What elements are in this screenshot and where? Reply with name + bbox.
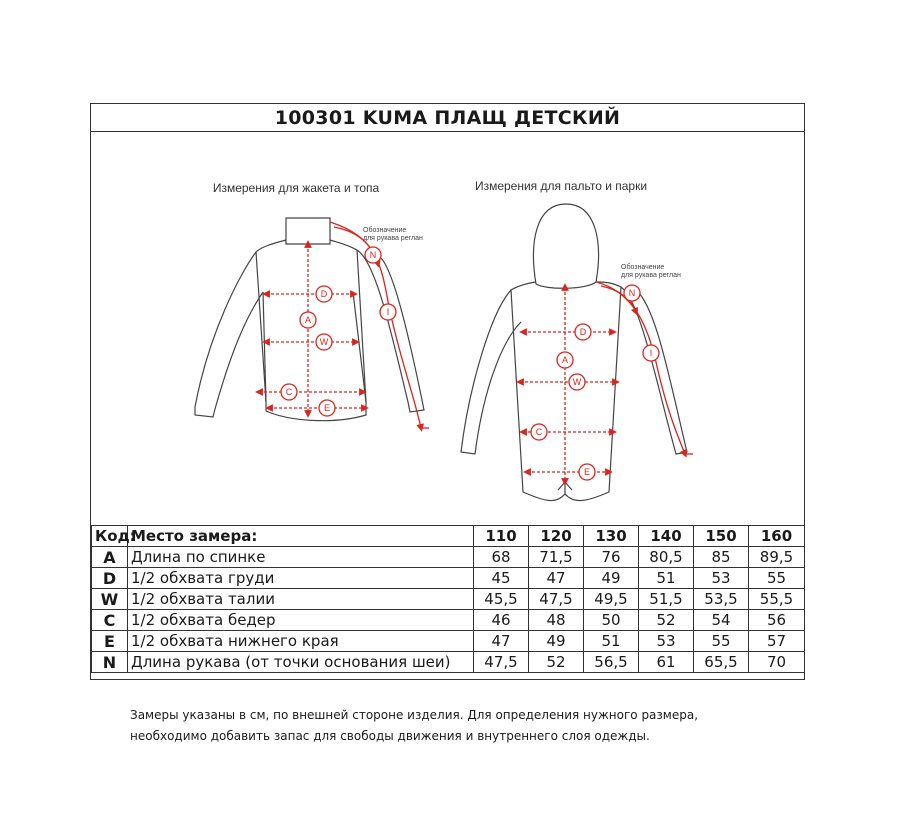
- row-value: 65,5: [694, 652, 749, 673]
- row-value: 48: [529, 610, 584, 631]
- table-row: [92, 610, 805, 631]
- coat-marker-i: I: [649, 348, 653, 358]
- size-header: 110: [474, 526, 529, 547]
- row-value: 51: [639, 568, 694, 589]
- table-row: [92, 652, 805, 673]
- row-value: 47,5: [474, 652, 529, 673]
- table-row: [92, 631, 805, 652]
- jacket-raglan-note-1: Обозначение: [363, 227, 407, 234]
- row-value: 47: [474, 631, 529, 652]
- marker-d: D: [320, 289, 328, 299]
- coat-raglan-note-1: Обозначение: [621, 264, 665, 271]
- size-table: [91, 525, 805, 673]
- row-value: 47: [529, 568, 584, 589]
- row-value: 52: [639, 610, 694, 631]
- row-value: 53: [694, 568, 749, 589]
- row-value: 51: [584, 631, 639, 652]
- note-line-1: Замеры указаны в см, по внешней стороне изделия. Для определения нужного размера,: [130, 708, 699, 722]
- row-value: 70: [749, 652, 805, 673]
- row-code: W: [92, 589, 128, 610]
- row-code: A: [92, 547, 128, 568]
- coat-marker-c: C: [535, 427, 543, 437]
- row-value: 80,5: [639, 547, 694, 568]
- size-header: 130: [584, 526, 639, 547]
- row-value: 47,5: [529, 589, 584, 610]
- page-title: 100301 KUMA ПЛАЩ ДЕТСКИЙ: [91, 104, 804, 132]
- row-code: C: [92, 610, 128, 631]
- row-value: 61: [639, 652, 694, 673]
- table-row: [92, 589, 805, 610]
- row-value: 76: [584, 547, 639, 568]
- diagrams-svg: [91, 132, 804, 525]
- note-line-2: необходимо добавить запас для свободы движения и внутреннего слоя одежды.: [130, 729, 650, 743]
- place-header: Место замера:: [128, 526, 474, 547]
- row-value: 57: [749, 631, 805, 652]
- table-header-row: [92, 526, 805, 547]
- coat-marker-w: W: [572, 377, 582, 387]
- row-value: 85: [694, 547, 749, 568]
- marker-a: A: [304, 315, 312, 325]
- row-place: 1/2 обхвата бедер: [128, 610, 474, 631]
- table-row: [92, 568, 805, 589]
- marker-w: W: [319, 337, 329, 347]
- row-code: N: [92, 652, 128, 673]
- row-value: 50: [584, 610, 639, 631]
- row-place: Длина рукава (от точки основания шеи): [128, 652, 474, 673]
- row-value: 56: [749, 610, 805, 631]
- coat-marker-n: N: [628, 288, 636, 298]
- row-value: 53,5: [694, 589, 749, 610]
- marker-c: C: [285, 387, 293, 397]
- marker-i: I: [386, 307, 390, 317]
- row-value: 45,5: [474, 589, 529, 610]
- size-header: 150: [694, 526, 749, 547]
- row-value: 45: [474, 568, 529, 589]
- row-place: Длина по спинке: [128, 547, 474, 568]
- size-header: 140: [639, 526, 694, 547]
- code-header: Код:: [92, 526, 128, 547]
- row-value: 52: [529, 652, 584, 673]
- measurement-diagrams: [91, 132, 804, 525]
- coat-marker-e: E: [583, 467, 591, 477]
- row-place: 1/2 обхвата нижнего края: [128, 631, 474, 652]
- coat-marker-a: A: [561, 355, 569, 365]
- coat-raglan-note-2: для рукава реглан: [621, 272, 681, 279]
- row-value: 49: [584, 568, 639, 589]
- table-row: [92, 547, 805, 568]
- row-value: 46: [474, 610, 529, 631]
- row-value: 55: [749, 568, 805, 589]
- measurement-note: [130, 705, 750, 747]
- size-header: 160: [749, 526, 805, 547]
- row-value: 49,5: [584, 589, 639, 610]
- row-code: D: [92, 568, 128, 589]
- jacket-caption: Измерения для жакета и топа: [212, 181, 380, 195]
- row-value: 51,5: [639, 589, 694, 610]
- size-header: 120: [529, 526, 584, 547]
- row-value: 56,5: [584, 652, 639, 673]
- row-value: 89,5: [749, 547, 805, 568]
- size-chart-frame: [90, 103, 805, 680]
- row-value: 55: [694, 631, 749, 652]
- coat-marker-d: D: [579, 327, 587, 337]
- row-value: 49: [529, 631, 584, 652]
- coat-measurements: [520, 282, 693, 482]
- marker-n: N: [369, 250, 377, 260]
- row-value: 54: [694, 610, 749, 631]
- marker-e: E: [323, 403, 331, 413]
- row-code: E: [92, 631, 128, 652]
- row-place: 1/2 обхвата груди: [128, 568, 474, 589]
- row-place: 1/2 обхвата талии: [128, 589, 474, 610]
- coat-caption: Измерения для пальто и парки: [474, 179, 648, 193]
- jacket-raglan-note-2: для рукава реглан: [363, 235, 423, 242]
- jacket-markers: [281, 247, 396, 416]
- row-value: 68: [474, 547, 529, 568]
- row-value: 71,5: [529, 547, 584, 568]
- row-value: 55,5: [749, 589, 805, 610]
- row-value: 53: [639, 631, 694, 652]
